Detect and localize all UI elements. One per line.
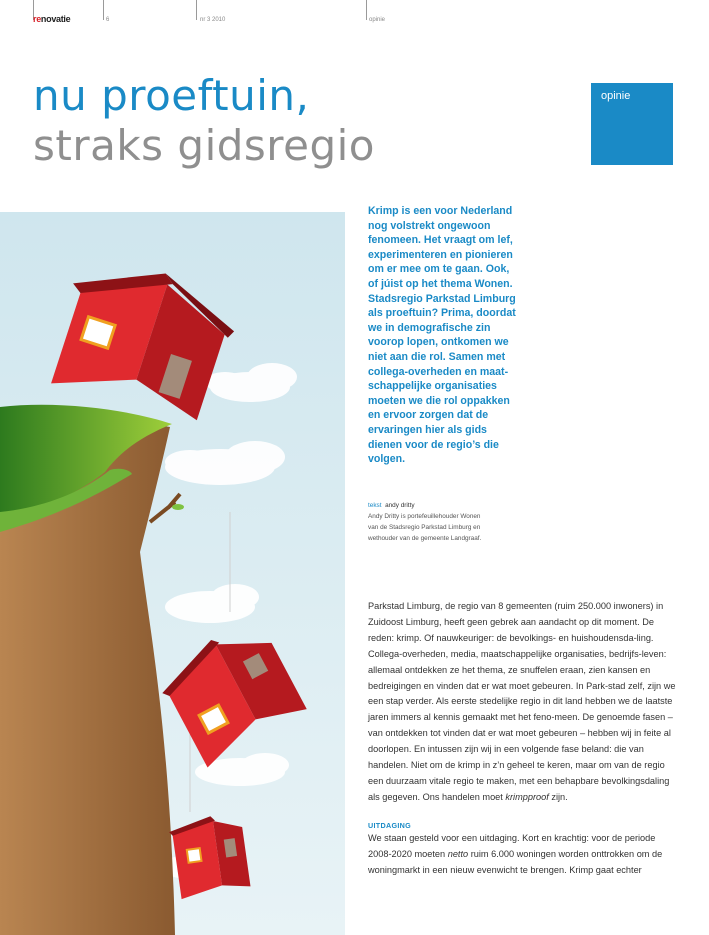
header-rule	[366, 0, 367, 20]
credit-label: tekst	[368, 502, 382, 509]
header-rule	[103, 0, 104, 20]
page-title-line-1: nu proeftuin,	[33, 71, 310, 120]
author-credit	[368, 500, 538, 544]
page-number: 6	[106, 17, 110, 23]
issue-label: nr 3 2010	[200, 17, 226, 23]
page-header	[0, 0, 709, 40]
section-subheading: UITDAGING	[368, 821, 412, 830]
body-paragraph-2: We staan gesteld voor een uitdaging. Kort en krachtig: voor de periode 2008-2020 moeten netto ruim 6.000 woningen worden onttrokken om de woningmarkt in een nieuw evenwicht te brengen. Krimp gaat echter	[368, 833, 663, 875]
section-tag: opinie	[591, 83, 673, 165]
author-bio-line: Andy Dritty is portefeuillehouder Wonen	[368, 513, 481, 520]
author-bio-line: wethouder van de gemeente Landgraaf.	[368, 535, 482, 542]
lead-paragraph: Krimp is een voor Nederland nog volstrekt ongewoon fenomeen. Het vraagt om lef, experimenteren en pionieren om er mee om te gaan. Ook, of júist op het thema Wonen. Stadsregio Parkstad Limburg als proeftuin? Prima, doordat we in demografische zin voorop lopen, ontkomen we niet aan die rol. Samen met collega-overheden en maat-schappelijke organisaties moeten we die rol oppakken en ervoor zorgen dat de ervaringen hier als gids dienen voor de regio’s die volgen.	[368, 205, 516, 466]
magazine-logo: renovatie	[33, 14, 71, 24]
header-rule	[196, 0, 197, 20]
author-name: andy dritty	[385, 502, 415, 509]
body-paragraph-1: Parkstad Limburg, de regio van 8 gemeenten (ruim 250.000 inwoners) in Zuidoost Limburg, heeft geen gebrek aan aandacht op dit moment. De reden: krimp. Of nauwkeuriger: de bevolkings- en huishoudensda-ling. Collega-overheden, media, maatschappelijke organisaties, bedrijfs-leven: allemaal ontdekken ze het thema, ze snuffelen eraan, zien kansen en bedreigingen en vinden dat er wat moet gebeuren. In Park-stad zelf, zijn we een stap verder. Als eerste stedelijke regio in dit land hebben we de laatste jaren immers al kennis gemaakt met het feno-meen. De genoemde fasen – van ontdekken tot vinden dat er wat moet gebeuren – hebben wij in feite al doorlopen. En intussen zijn wij in een volgende fase beland: die van handelen. Niet om de krimp in z’n geheel te keren, maar om van de regio een duurzaam vitale regio te maken, met een behapbare bevolkingsdaling als gegeven. Ons handelen moet krimpproof zijn.	[368, 601, 676, 802]
page-title-line-2: straks gidsregio	[33, 121, 375, 170]
author-bio-line: van de Stadsregio Parkstad Limburg en	[368, 524, 481, 531]
falling-houses-illustration	[0, 212, 345, 935]
section-label: opinie	[369, 17, 386, 23]
